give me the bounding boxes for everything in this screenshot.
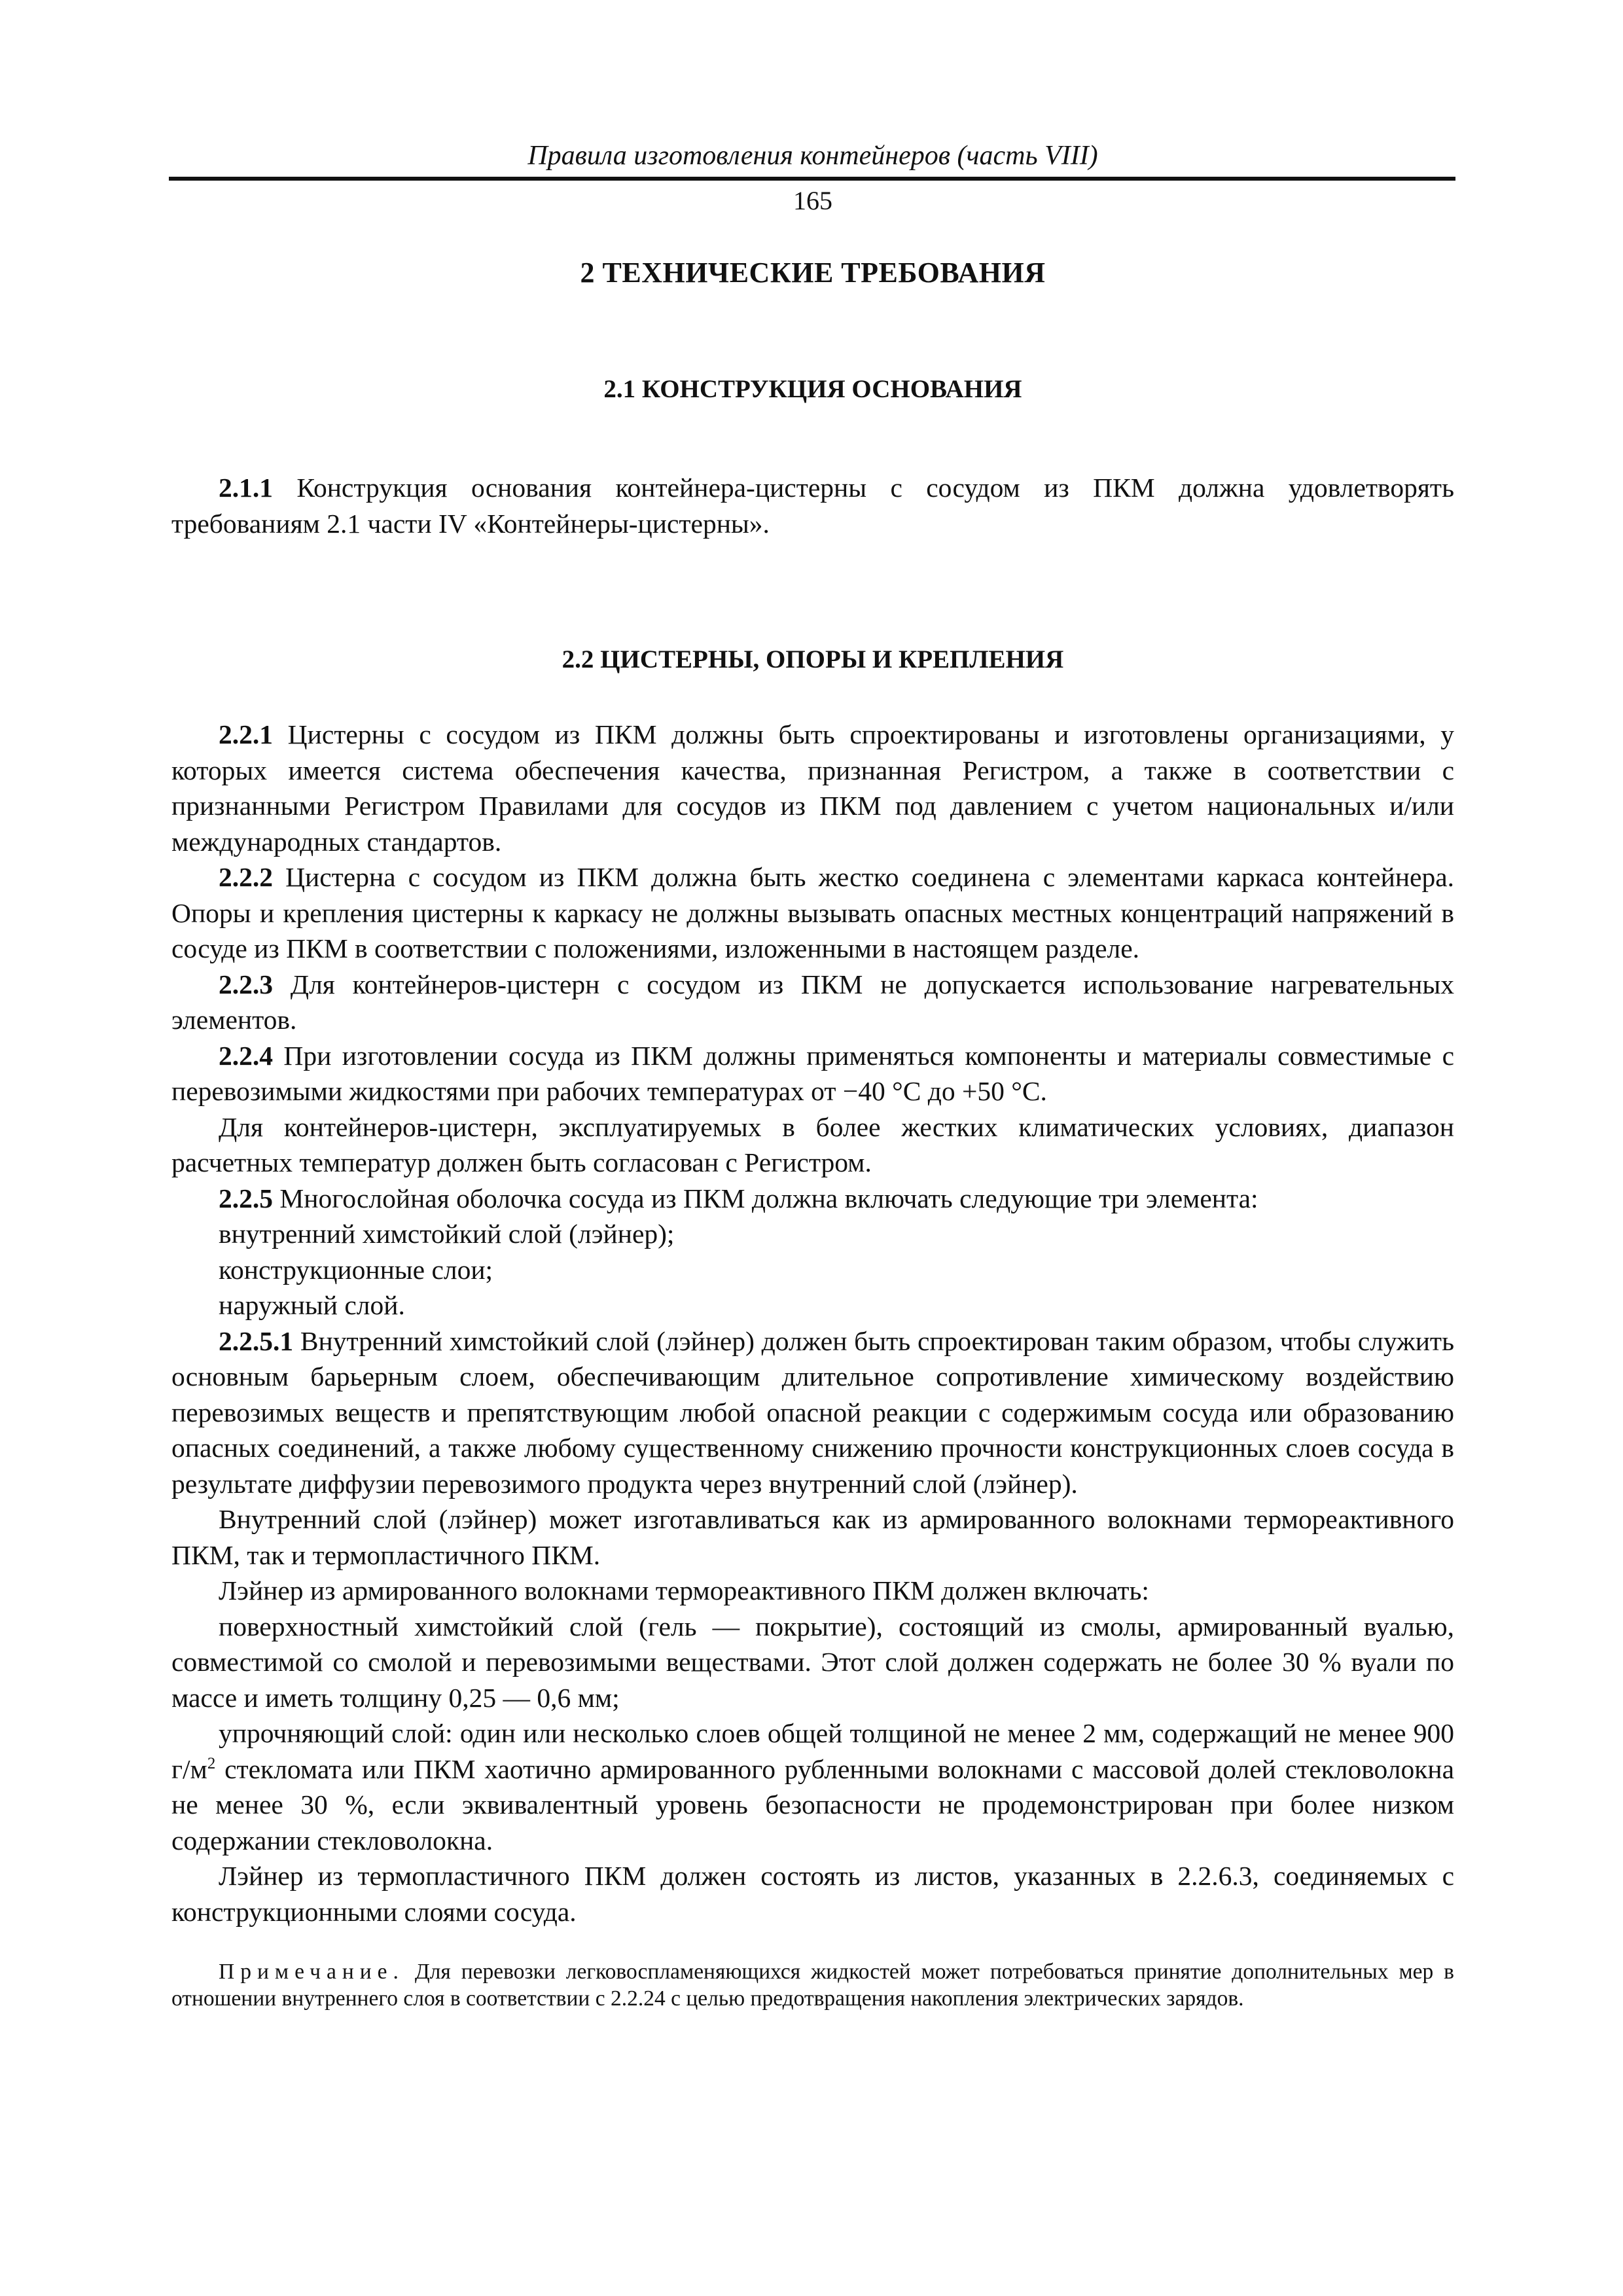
- section-title-2-1: 2.1 КОНСТРУКЦИЯ ОСНОВАНИЯ: [603, 375, 1022, 403]
- note-label: Примечание.: [219, 1960, 404, 1984]
- clause-number: 2.2.1: [219, 719, 273, 749]
- paragraph-text: упрочняющий слой: один или несколько слоев общей толщиной не менее 2 мм, содержащий не менее 900 г/м: [171, 1718, 1454, 1784]
- paragraph-2-1-1: [171, 470, 1454, 541]
- paragraph-text: Цистерны с сосудом из ПКМ должны быть спроектированы и изготовлены организациями, у которых имеется система обеспечения качества, признанная Регистром, а также в соответствии с признанными Регистром Правилами для сосудов из ПКМ под давлением с учетом национальных и/или международных стандартов.: [171, 719, 1454, 857]
- chapter-title: 2 ТЕХНИЧЕСКИЕ ТРЕБОВАНИЯ: [580, 257, 1046, 289]
- paragraph-2-2-4: [171, 1038, 1454, 1109]
- paragraph-text: Внутренний химстойкий слой (лэйнер) должен быть спроектирован таким образом, чтобы служить основным барьерным слоем, обеспечивающим длительное сопротивление химическому воздействию перевозимых веществ и препятствующим любой опасной реакции с содержимым сосуда или образованию опасных соединений, а также любому существенному снижению прочности конструкционных слоев сосуда в результате диффузии перевозимого продукта через внутренний слой (лэйнер).: [171, 1325, 1454, 1499]
- list-item: наружный слой.: [219, 1290, 405, 1320]
- list-item: внутренний химстойкий слой (лэйнер);: [219, 1219, 675, 1249]
- note-text: Для перевозки легковоспламеняющихся жидкостей может потребоваться принятие дополнительных мер в отношении внутреннего слоя в соответствии с 2.2.24 с целью предотвращения накопления электрических зарядов.: [171, 1960, 1454, 2011]
- clause-number: 2.2.2: [219, 862, 273, 892]
- paragraph-text: Многослойная оболочка сосуда из ПКМ должна включать следующие три элемента:: [273, 1183, 1258, 1213]
- clause-number: 2.1.1: [219, 473, 273, 503]
- paragraph-surface-layer: поверхностный химстойкий слой (гель — покрытие), состоящий из смолы, армированный вуалью, совместимой со смолой и перевозимыми веществами. Этот слой должен содержать не более 30 % вуали по массе и иметь толщину 0,25 — 0,6 мм;: [171, 1611, 1454, 1713]
- paragraph-text: стекломата или ПКМ хаотично армированного рубленными волокнами с массовой долей стекловолокна не менее 30 %, если эквивалентный уровень безопасности не продемонстрирован при более низком содержании стекловолокна.: [171, 1753, 1454, 1856]
- paragraph-2-2-3: [171, 967, 1454, 1038]
- paragraph-2-2-1: [171, 717, 1454, 859]
- paragraph-2-2-2: [171, 859, 1454, 967]
- paragraph-liner-include: Лэйнер из армированного волокнами термореактивного ПКМ должен включать:: [219, 1575, 1149, 1605]
- clause-number: 2.2.4: [219, 1040, 273, 1071]
- paragraph-2-2-4-continued: Для контейнеров-цистерн, эксплуатируемых в более жестких климатических условиях, диапазон расчетных температур должен быть согласован с Регистром.: [171, 1111, 1454, 1177]
- clause-number: 2.2.5.1: [219, 1325, 294, 1356]
- note: [171, 1958, 1454, 2012]
- clause-number: 2.2.3: [219, 969, 273, 999]
- paragraph-text: Цистерна с сосудом из ПКМ должна быть жестко соединена с элементами каркаса контейнера. Опоры и крепления цистерны к каркасу не должны вызывать опасных местных концентраций напряжений в сосуде из ПКМ в соответствии с положениями, изложенными в настоящем разделе.: [171, 862, 1454, 963]
- header-rule: [169, 177, 1455, 181]
- paragraph-2-2-5: [171, 1181, 1454, 1217]
- paragraph-text: Конструкция основания контейнера-цистерны с сосудом из ПКМ должна удовлетворять требованиям 2.1 части IV «Контейнеры-цистерны».: [171, 473, 1454, 539]
- superscript: 2: [207, 1754, 216, 1772]
- running-title: Правила изготовления контейнеров (часть VIII): [527, 141, 1098, 171]
- page-number: 165: [793, 186, 832, 215]
- paragraph-reinforcing-layer: [171, 1715, 1454, 1858]
- paragraph-text: При изготовлении сосуда из ПКМ должны применяться компоненты и материалы совместимые с перевозимыми жидкостями при рабочих температурах от −40 °С до +50 °С.: [171, 1040, 1454, 1106]
- paragraph-liner-materials: Внутренний слой (лэйнер) может изготавливаться как из армированного волокнами термореактивного ПКМ, так и термопластичного ПКМ.: [171, 1504, 1454, 1570]
- list-item: конструкционные слои;: [219, 1254, 493, 1285]
- paragraph-text: Для контейнеров-цистерн с сосудом из ПКМ не допускается использование нагревательных элементов.: [171, 969, 1454, 1035]
- section-title-2-2: 2.2 ЦИСТЕРНЫ, ОПОРЫ И КРЕПЛЕНИЯ: [562, 645, 1064, 673]
- paragraph-thermoplastic-liner: Лэйнер из термопластичного ПКМ должен состоять из листов, указанных в 2.2.6.3, соединяемых с конструкционными слоями сосуда.: [171, 1861, 1454, 1927]
- document-body: [171, 249, 1454, 2012]
- clause-number: 2.2.5: [219, 1183, 273, 1213]
- paragraph-2-2-5-1: [171, 1323, 1454, 1502]
